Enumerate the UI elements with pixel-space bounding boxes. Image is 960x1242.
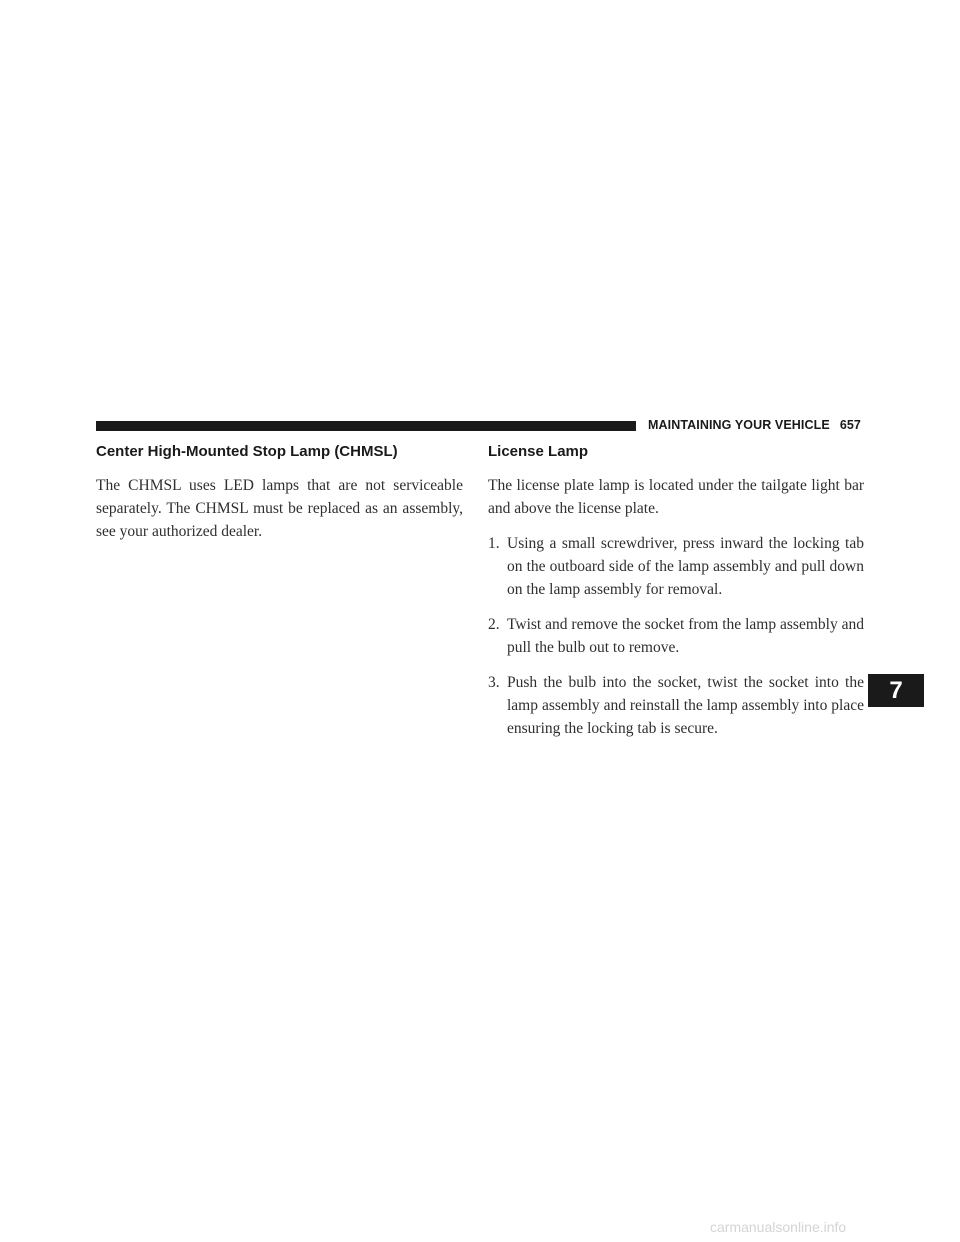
page-number: 657 xyxy=(839,418,861,432)
license-lamp-intro: The license plate lamp is located under the tailgate light bar and above the license plate. xyxy=(488,477,864,517)
watermark: carmanualsonline.info xyxy=(710,1219,847,1235)
left-column xyxy=(96,441,463,543)
step-number: 1. xyxy=(488,535,500,552)
chmsl-paragraph: The CHMSL uses LED lamps that are not serviceable separately. The CHMSL must be replaced as an assembly, see your authorized dealer. xyxy=(96,477,463,540)
step-item xyxy=(488,613,864,659)
step-item xyxy=(488,671,864,740)
chapter-tab: 7 xyxy=(868,674,924,707)
license-lamp-heading: License Lamp xyxy=(488,443,589,460)
step-number: 2. xyxy=(488,616,500,633)
step-item xyxy=(488,532,864,601)
chmsl-heading: Center High-Mounted Stop Lamp (CHMSL) xyxy=(96,443,398,460)
step-text: Push the bulb into the socket, twist the socket into the lamp assembly and reinstall the lamp assembly into place ensuring the locking tab is secure. xyxy=(507,674,864,737)
section-title: MAINTAINING YOUR VEHICLE xyxy=(648,418,830,432)
step-text: Using a small screwdriver, press inward the locking tab on the outboard side of the lamp assembly and pull down on the lamp assembly for removal. xyxy=(507,535,864,598)
running-header xyxy=(648,418,861,432)
header-rule xyxy=(96,421,636,431)
step-text: Twist and remove the socket from the lamp assembly and pull the bulb out to remove. xyxy=(507,616,864,656)
right-column xyxy=(488,441,864,752)
steps-list xyxy=(488,532,864,740)
step-number: 3. xyxy=(488,674,500,691)
